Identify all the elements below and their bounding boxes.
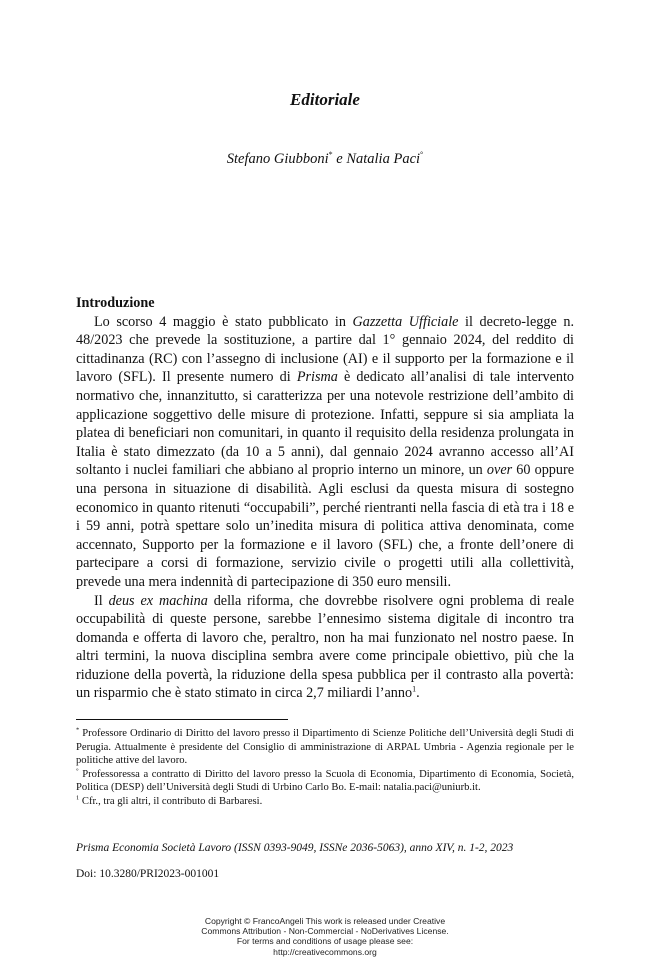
- copyright-line: For terms and conditions of usage please see:: [236, 936, 414, 947]
- footnote-text: Professoressa a contratto di Diritto del lavoro presso la Scuola di Economia, Dipartimento di Economia, Società, Politica (DESP) dell’Università degli Studi di Urbino Carlo Bo. E-mail: natalia.paci@uniurb.it.: [76, 768, 574, 794]
- journal-citation: Prisma Economia Società Lavoro (ISSN 0393-9049, ISSNe 2036-5063), anno XIV, n. 1-2, 2023: [76, 842, 514, 854]
- emphasis-text: Gazzetta Ufficiale: [352, 313, 459, 330]
- doi-line: Doi: 10.3280/PRI2023-001001: [76, 868, 220, 880]
- footnote-divider: [76, 719, 288, 720]
- emphasis-text: Prisma: [296, 369, 338, 386]
- footnote-marker[interactable]: °: [420, 150, 424, 159]
- footnote: [76, 768, 574, 795]
- article-body: [76, 294, 574, 703]
- text-run: è dedicato all’analisi di tale intervento normativo che, innanzitutto, si caratterizza per una notevole restrizione dell’ambito di applicazione soggettivo delle misure di protezione. Infatti, seppure si sia ampliata la platea di beneficiari non comunitari, in quanto il requisito della residenza prolungata in Italia è stato dimezzato (da 10 a 5 anni), dal gennaio 2024 avranno accesso all’AI soltanto i nuclei familiari che abbiano al proprio interno un minore, un: [76, 369, 575, 479]
- author-name: Stefano Giubboni: [226, 150, 329, 167]
- copyright-line: Copyright © FrancoAngeli This work is released under Creative: [204, 916, 446, 926]
- text-run: .: [416, 685, 420, 702]
- body-paragraph: [76, 592, 574, 704]
- section-heading: Introduzione: [76, 295, 155, 311]
- footnote-text: Professore Ordinario di Diritto del lavoro presso il Dipartimento di Scienze Politiche dell’Università degli Studi di Perugia. Attualmente è presidente del Consiglio di amministrazione di ARPAL Umbria - Agenzia regionale per le politiche attive del lavoro.: [76, 728, 574, 767]
- footnote-marker[interactable]: *: [328, 150, 333, 159]
- copyright-notice: [0, 916, 650, 957]
- footnote-marker: °: [76, 767, 79, 775]
- footnotes: [76, 727, 574, 809]
- text-run: Il: [94, 592, 109, 609]
- text-run: della riforma, che dovrebbe risolvere ogni problema di reale occupabilità di queste persone, sarebbe l’ennesimo sistema digitale di incontro tra domanda e offerta di lavoro che, peraltro, non ha mai funzionato nel nostro paese. In altri termini, la nuova disciplina sembra avere come principale obiettivo, più che la riduzione della povertà, la riduzione della spesa pubblica per il contrasto alla povertà: un risparmio che è stato stimato in circa 2,7 miliardi l’anno: [76, 592, 574, 702]
- copyright-line: Commons Attribution - Non-Commercial - NoDerivatives License.: [201, 926, 449, 937]
- authors-conjunction: e: [332, 150, 347, 167]
- body-paragraph: [76, 313, 574, 592]
- footnote-marker: 1: [76, 794, 80, 802]
- footnote: [76, 727, 574, 768]
- creative-commons-link[interactable]: http://creativecommons.org: [273, 946, 377, 957]
- author-name: Natalia Paci: [346, 150, 421, 167]
- authors-line: [0, 150, 650, 168]
- text-run: Lo scorso 4 maggio è stato pubblicato in: [94, 313, 353, 330]
- footnote: [76, 795, 574, 809]
- emphasis-text: over: [486, 462, 513, 479]
- footnote-text: Cfr., tra gli altri, il contributo di Barbaresi.: [79, 795, 263, 807]
- text-run: il decreto-legge n. 48/2023 che prevede la sostituzione, a partire dal 1° gennaio 2024, del reddito di cittadinanza (RC) con l’assegno di inclusione (AI) e il supporto per la formazione e il lavoro (SFL). Il presente numero di: [76, 313, 574, 386]
- footnote-reference[interactable]: 1: [412, 684, 417, 694]
- article-title: Editoriale: [290, 90, 360, 109]
- footnote-marker: *: [76, 726, 80, 734]
- emphasis-text: deus ex machina: [108, 592, 208, 609]
- text-run: 60 oppure una persona in situazione di disabilità. Agli esclusi da questa misura di sostegno economico in quanto ritenuti “occupabili”, perché rientranti nella fascia di età tra i 18 e i 59 anni, potrà spettare solo un’inedita misura di politica attiva denominata, come accennato, Supporto per la formazione e il lavoro (SFL) che, a fronte dell’onere di partecipare a corsi di formazione, servizio civile o progetti utili alla collettività, prevede una mera indennità di partecipazione di 350 euro mensili.: [76, 462, 574, 590]
